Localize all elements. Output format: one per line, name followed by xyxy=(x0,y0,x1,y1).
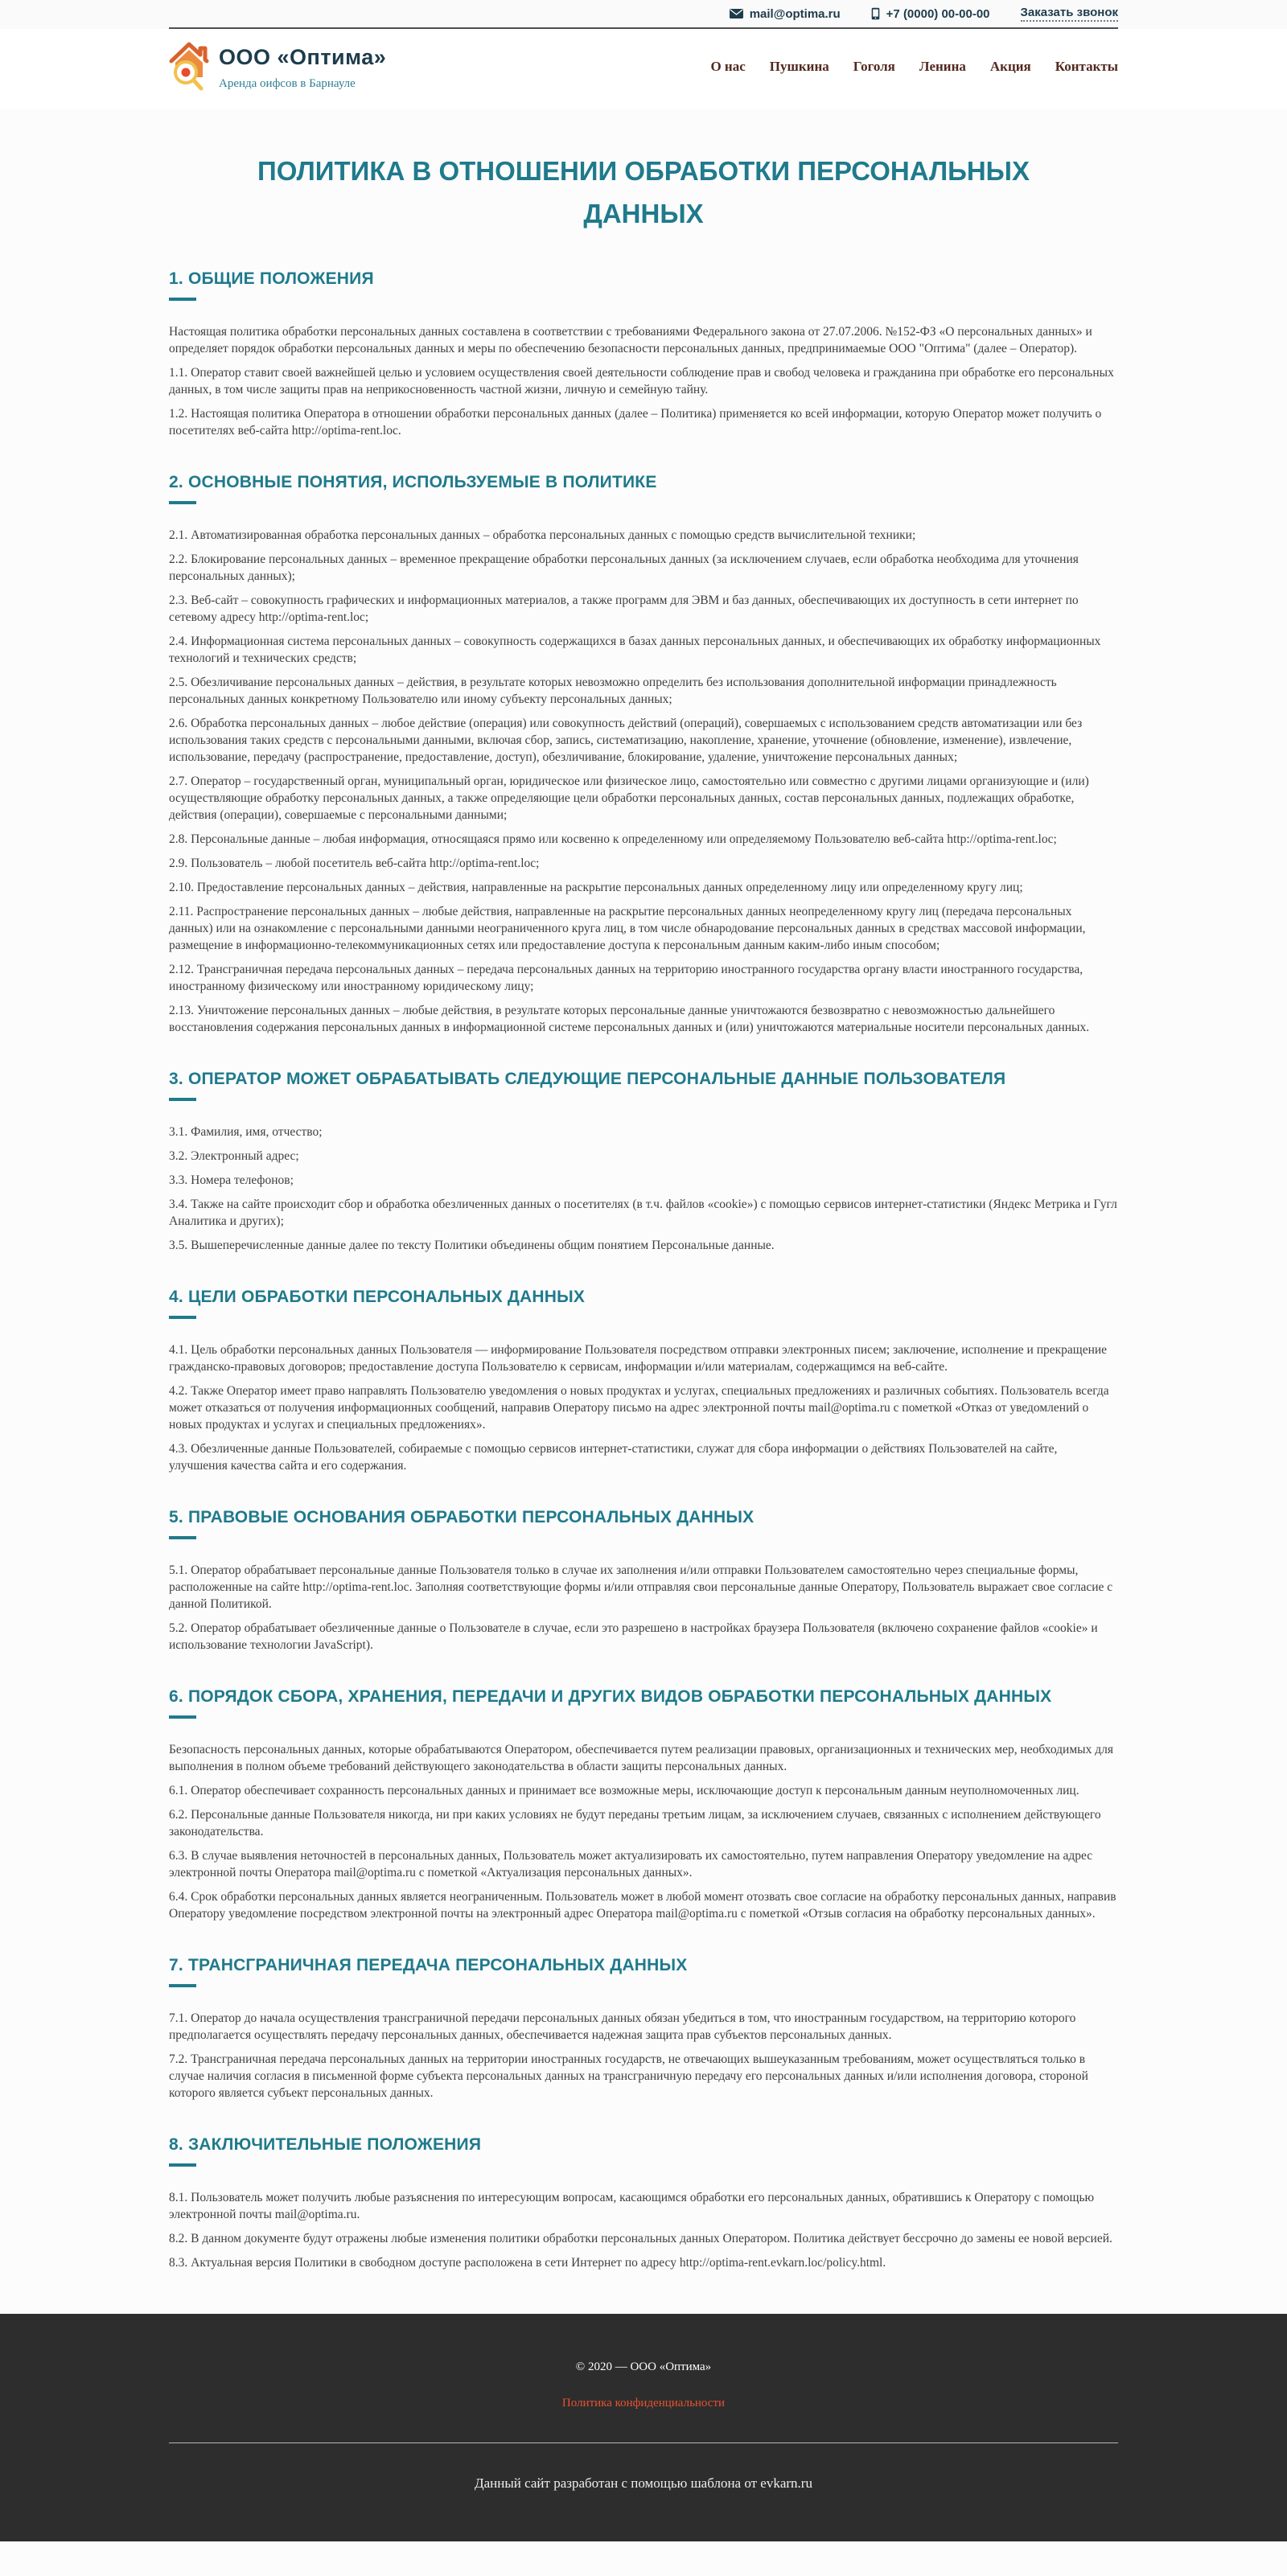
nav-item-2[interactable]: Гоголя xyxy=(853,59,895,74)
site-header xyxy=(0,0,1287,109)
policy-paragraph: 6.3. В случае выявления неточностей в персональных данных, Пользователь может актуализировать их самостоятельно, путем направления Оператору уведомление на адрес электронной почты Оператора mail@optima.ru с пометкой «Актуализация персональных данных». xyxy=(169,1848,1093,1880)
company-tagline: Аренда оифсов в Барнауле xyxy=(219,77,356,90)
policy-paragraph: 2.8. Персональные данные – любая информация, относящаяся прямо или косвенно к определенному или определяемому Пользователю веб-сайта http://optima-rent.loc; xyxy=(169,832,1057,846)
policy-paragraph: 3.5. Вышеперечисленные данные далее по тексту Политики объединены общим понятием Персональные данные. xyxy=(169,1238,775,1252)
policy-paragraph: Безопасность персональных данных, которые обрабатываются Оператором, обеспечивается путем реализации правовых, организационных и технических мер, необходимых для выполнения в полном объеме требований действующего законодательства в области защиты персональных данных. xyxy=(169,1742,1113,1773)
heading-underline xyxy=(169,1098,196,1101)
policy-section xyxy=(169,1687,1118,1922)
footer-copyright: © 2020 — ООО «Оптима» xyxy=(575,2360,712,2373)
policy-paragraph: 2.4. Информационная система персональных данных – совокупность содержащихся в базах данных персональных данных, и обеспечивающих их обработку информационных технологий и технических средств; xyxy=(169,634,1101,665)
section-heading: 3. ОПЕРАТОР МОЖЕТ ОБРАБАТЫВАТЬ СЛЕДУЮЩИЕ ПЕРСОНАЛЬНЫЕ ДАННЫЕ ПОЛЬЗОВАТЕЛЯ xyxy=(169,1069,1006,1088)
policy-paragraph: 8.1. Пользователь может получить любые разъяснения по интересующим вопросам, касающимся обработки его персональных данных, обратившись к Оператору с помощью электронной почты mail@optima.ru. xyxy=(169,2190,1095,2221)
email-text: mail@optima.ru xyxy=(749,6,841,21)
policy-paragraph: 6.2. Персональные данные Пользователя никогда, ни при каких условиях не будут переданы третьим лицам, за исключением случаев, связанных с исполнением действующего законодательства. xyxy=(169,1807,1101,1839)
section-heading: 2. ОСНОВНЫЕ ПОНЯТИЯ, ИСПОЛЬЗУЕМЫЕ В ПОЛИТИКЕ xyxy=(169,472,657,491)
policy-page xyxy=(0,150,1287,2314)
policy-paragraph: 1.1. Оператор ставит своей важнейшей целью и условием осуществления своей деятельности соблюдение прав и свобод человека и гражданина при обработке его персональных данных, в том числе защиты прав на неприкосновенность частной жизни, личную и семейную тайну. xyxy=(169,365,1114,396)
policy-paragraph: 2.13. Уничтожение персональных данных – любые действия, в результате которых персональные данные уничтожаются безвозвратно с невозможностью дальнейшего восстановления содержания персональных данных в информационной системе персональных данных и (или) уничтожаются материальные носители персональных данных. xyxy=(169,1003,1090,1034)
policy-section xyxy=(169,1288,1118,1474)
contact-bar xyxy=(0,0,1287,29)
phone-text: +7 (0000) 00-00-00 xyxy=(886,6,990,21)
policy-paragraph: 1.2. Настоящая политика Оператора в отношении обработки персональных данных (далее – Политика) применяется ко всей информации, которую Оператор может получить о посетителях веб-сайта http://optima-rent.loc. xyxy=(169,406,1102,438)
policy-paragraph: 3.2. Электронный адрес; xyxy=(169,1148,299,1163)
heading-underline xyxy=(169,298,196,301)
footer-divider xyxy=(169,2442,1118,2443)
policy-paragraph: 2.11. Распространение персональных данных – любые действия, направленные на раскрытие персональных данных неопределенному кругу лиц (передача персональных данных) или на ознакомление с персональными данными неограниченного круга лиц, в том числе обнародование персональных данных в средствах массовой информации, размещение в информационно-телекоммуникационных сетях или предоставление доступа к персональным данным каким-либо иным способом; xyxy=(169,904,1086,952)
policy-paragraph: 7.1. Оператор до начала осуществления трансграничной передачи персональных данных обязан убедиться в том, что иностранным государством, на территорию которого предполагается осуществлять передачу персональных данных, обеспечивается надежная защита прав субъектов персональных данных. xyxy=(169,2011,1076,2042)
policy-paragraph: 2.7. Оператор – государственный орган, муниципальный орган, юридическое или физическое лицо, самостоятельно или совместно с другими лицами организующие и (или) осуществляющие обработку персональных данных, а также определяющие цели обработки персональных данных, состав персональных данных, подлежащих обработке, действия (операции), совершаемые с персональными данными; xyxy=(169,774,1089,822)
policy-section xyxy=(169,1508,1118,1654)
policy-paragraph: 2.6. Обработка персональных данных – любое действие (операция) или совокупность действий (операций), совершаемых с использованием средств автоматизации или без использования таких средств с персональными данными, включая сбор, запись, систематизацию, накопление, хранение, уточнение (обновление, изменение), извлечение, использование, передачу (распространение, предоставление, доступ), обезличивание, блокирование, удаление, уничтожение персональных данных; xyxy=(169,716,1083,764)
section-heading: 7. ТРАНСГРАНИЧНАЯ ПЕРЕДАЧА ПЕРСОНАЛЬНЫХ ДАННЫХ xyxy=(169,1955,688,1974)
policy-section xyxy=(169,2135,1118,2271)
policy-paragraph: 3.4. Также на сайте происходит сбор и обработка обезличенных данных о посетителях (в т.ч. файлов «cookie») с помощью сервисов интернет-статистики (Яндекс Метрика и Гугл Аналитика и других); xyxy=(169,1197,1117,1228)
policy-paragraph: 2.3. Веб-сайт – совокупность графических и информационных материалов, а также программ для ЭВМ и баз данных, обеспечивающих их доступность в сети интернет по сетевому адресу http://optima-rent.loc; xyxy=(169,593,1079,624)
logo[interactable] xyxy=(169,40,386,93)
policy-section xyxy=(169,1070,1118,1254)
main-nav xyxy=(710,59,1118,75)
policy-paragraph: 4.3. Обезличенные данные Пользователей, собираемые с помощью сервисов интернет-статистики, служат для сбора информации о действиях Пользователей на сайте, улучшения качества сайта и его содержания. xyxy=(169,1441,1058,1473)
policy-paragraph: 2.1. Автоматизированная обработка персональных данных – обработка персональных данных с помощью средств вычислительной техники; xyxy=(169,528,916,542)
policy-paragraph: 4.2. Также Оператор имеет право направлять Пользователю уведомления о новых продуктах и услугах, специальных предложениях и различных событиях. Пользователь всегда может отказаться от получения информационных сообщений, направив Оператору письмо на адрес электронной почты mail@optima.ru с пометкой «Отказ от уведомлений о новых продуктах и услугах и специальных предложениях». xyxy=(169,1383,1109,1432)
policy-paragraph: 3.3. Номера телефонов; xyxy=(169,1173,294,1187)
policy-paragraph: 7.2. Трансграничная передача персональных данных на территории иностранных государств, не отвечающих вышеуказанным требованиям, может осуществляться только в случае наличия согласия в письменной форме субъекта персональных данных на трансграничную передачу его персональных данных и/или исполнения договора, стороной которого является субъект персональных данных. xyxy=(169,2052,1088,2100)
section-heading: 8. ЗАКЛЮЧИТЕЛЬНЫЕ ПОЛОЖЕНИЯ xyxy=(169,2134,482,2154)
policy-paragraph: 8.3. Актуальная версия Политики в свободном доступе расположена в сети Интернет по адресу http://optima-rent.evkarn.loc/policy.html. xyxy=(169,2255,886,2270)
heading-underline xyxy=(169,1316,196,1319)
policy-paragraph: 2.10. Предоставление персональных данных – действия, направленные на раскрытие персональных данных определенному лицу или определенному кругу лиц; xyxy=(169,880,1023,894)
nav-item-5[interactable]: Контакты xyxy=(1055,59,1118,74)
mobile-phone-icon xyxy=(871,7,880,20)
heading-underline xyxy=(169,1984,196,1987)
phone-link[interactable] xyxy=(871,7,990,21)
policy-paragraph: 6.1. Оператор обеспечивает сохранность персональных данных и принимает все возможные меры, исключающие доступ к персональным данным неуполномоченных лиц. xyxy=(169,1783,1079,1797)
policy-section xyxy=(169,1956,1118,2101)
policy-paragraph: 8.2. В данном документе будут отражены любые изменения политики обработки персональных данных Оператором. Политика действует бессрочно до замены ее новой версией. xyxy=(169,2231,1112,2245)
nav-item-1[interactable]: Пушкина xyxy=(769,59,829,74)
section-heading: 6. ПОРЯДОК СБОРА, ХРАНЕНИЯ, ПЕРЕДАЧИ И ДРУГИХ ВИДОВ ОБРАБОТКИ ПЕРСОНАЛЬНЫХ ДАННЫХ xyxy=(169,1687,1052,1706)
section-heading: 4. ЦЕЛИ ОБРАБОТКИ ПЕРСОНАЛЬНЫХ ДАННЫХ xyxy=(169,1287,586,1306)
callback-link[interactable]: Заказать звонок xyxy=(1021,6,1118,22)
house-with-magnifier-icon xyxy=(169,40,209,93)
policy-paragraph: 4.1. Цель обработки персональных данных Пользователя — информирование Пользователя посредством отправки электронных писем; заключение, исполнение и прекращение гражданско-правовых договоров; предоставление доступа Пользователю к сервисам, информации и/или материалам, содержащимся на веб-сайте. xyxy=(169,1342,1108,1374)
site-footer xyxy=(0,2314,1287,2541)
policy-paragraph: 5.1. Оператор обрабатывает персональные данные Пользователя только в случае их заполнения и/или отправки Пользователем самостоятельно через специальные формы, расположенные на сайте http://optima-rent.loc. Заполняя соответствующие формы и/или отправляя свои персональные данные Оператору, Пользователь выражает свое согласие с данной Политикой. xyxy=(169,1563,1113,1611)
policy-sections xyxy=(169,269,1118,2271)
nav-item-4[interactable]: Акция xyxy=(989,59,1031,74)
nav-item-3[interactable]: Ленина xyxy=(919,59,966,74)
email-link[interactable] xyxy=(730,7,841,21)
privacy-policy-link[interactable]: Политика конфиденциальности xyxy=(561,2396,726,2410)
site-credit: Данный сайт разработан с помощью шаблона от evkarn.ru xyxy=(475,2475,812,2491)
page-title: ПОЛИТИКА В ОТНОШЕНИИ ОБРАБОТКИ ПЕРСОНАЛЬНЫХ ДАННЫХ xyxy=(257,156,1030,229)
policy-paragraph: Настоящая политика обработки персональных данных составлена в соответствии с требованиями Федерального закона от 27.07.2006. №152-ФЗ «О персональных данных» и определяет порядок обработки персональных данных и меры по обеспечению безопасности персональных данных, предпринимаемые ООО "Оптима" (далее – Оператор). xyxy=(169,324,1092,355)
policy-paragraph: 5.2. Оператор обрабатывает обезличенные данные о Пользователе в случае, если это разрешено в настройках браузера Пользователя (включено сохранение файлов «cookie» и использование технологии JavaScript). xyxy=(169,1621,1098,1652)
nav-item-0[interactable]: О нас xyxy=(710,59,746,74)
policy-paragraph: 6.4. Срок обработки персональных данных является неограниченным. Пользователь может в любой момент отозвать свое согласие на обработку персональных данных, направив Оператору уведомление посредством электронной почты на электронный адрес Оператора mail@optima.ru с пометкой «Отзыв согласия на обработку персональных данных». xyxy=(169,1889,1116,1921)
heading-underline xyxy=(169,2163,196,2167)
policy-paragraph: 2.12. Трансграничная передача персональных данных – передача персональных данных на территорию иностранного государства органу власти иностранного государства, иностранному физическому или иностранному юридическому лицу; xyxy=(169,962,1083,993)
heading-underline xyxy=(169,1536,196,1539)
policy-section xyxy=(169,269,1118,439)
heading-underline xyxy=(169,501,196,504)
section-heading: 1. ОБЩИЕ ПОЛОЖЕНИЯ xyxy=(169,269,374,288)
policy-section xyxy=(169,473,1118,1036)
section-heading: 5. ПРАВОВЫЕ ОСНОВАНИЯ ОБРАБОТКИ ПЕРСОНАЛЬНЫХ ДАННЫХ xyxy=(169,1507,755,1526)
policy-paragraph: 2.2. Блокирование персональных данных – временное прекращение обработки персональных данных (за исключением случаев, если обработка необходима для уточнения персональных данных); xyxy=(169,552,1079,583)
policy-paragraph: 2.9. Пользователь – любой посетитель веб-сайта http://optima-rent.loc; xyxy=(169,856,540,870)
heading-underline xyxy=(169,1715,196,1719)
policy-paragraph: 3.1. Фамилия, имя, отчество; xyxy=(169,1124,323,1139)
policy-paragraph: 2.5. Обезличивание персональных данных – действия, в результате которых невозможно определить без использования дополнительной информации принадлежность персональных данных конкретному Пользователю или иному субъекту персональных данных; xyxy=(169,675,1057,706)
envelope-icon xyxy=(730,9,743,18)
company-name: ООО «Оптима» xyxy=(219,45,387,69)
